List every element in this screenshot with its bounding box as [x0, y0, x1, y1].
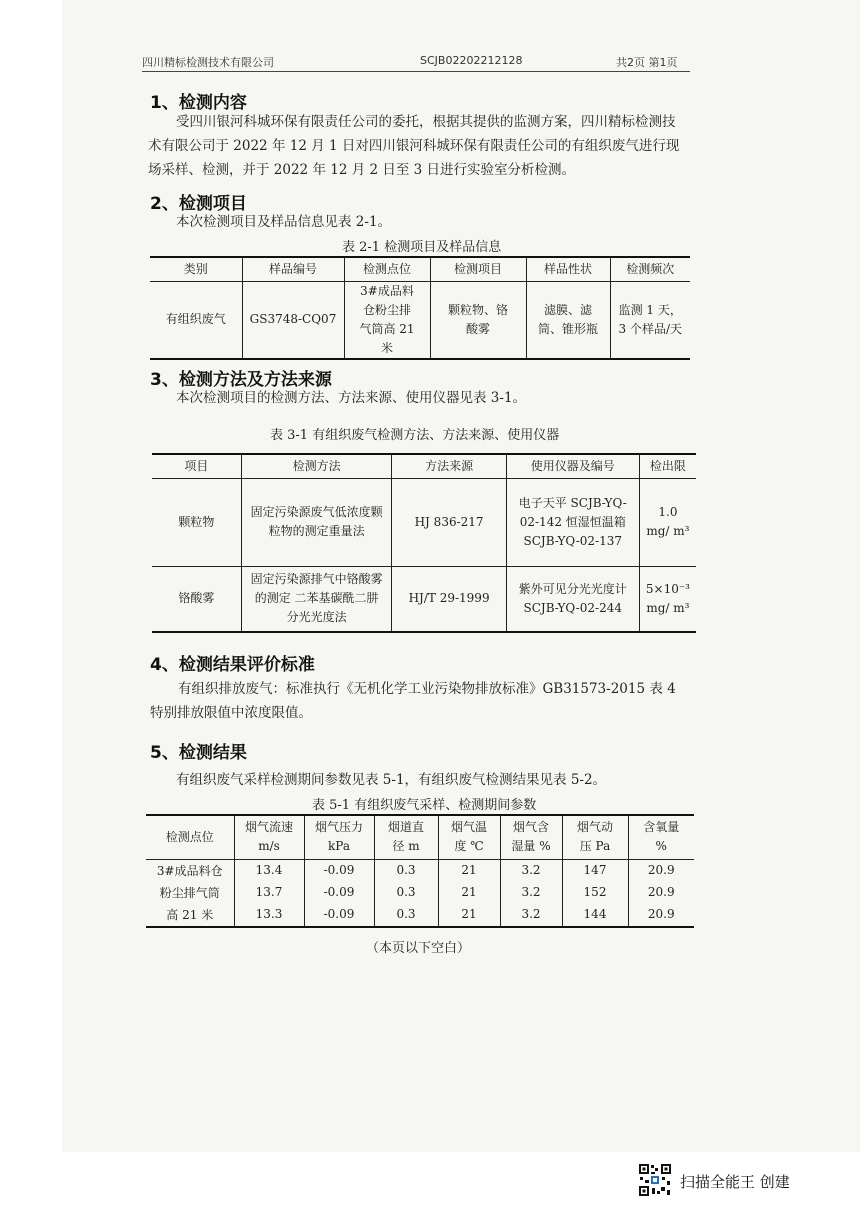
section-1-title: 1、检测内容: [150, 93, 247, 113]
table-row: [152, 478, 696, 566]
section-3-intro: 本次检测项目的检测方法、方法来源、使用仪器见表 3-1。: [176, 390, 527, 406]
scanner-watermark: [638, 1163, 828, 1197]
table-cell: 21: [438, 882, 500, 905]
table-cell: 0.3: [374, 882, 438, 905]
table-5-1: [146, 814, 694, 928]
table-2-1-header: 样品性状: [526, 257, 610, 281]
table-cell: 颗粒物、铬酸雾: [430, 281, 526, 359]
table-3-1-header: 项目: [152, 454, 241, 478]
section-4-title: 4、检测结果评价标准: [150, 655, 315, 675]
table-cell: 13.3: [234, 904, 304, 927]
section-2-title: 2、检测项目: [150, 194, 247, 214]
table-3-1-header: 检测方法: [241, 454, 392, 478]
table-5-1-header: 含氧量 %: [628, 815, 694, 859]
table-5-1-header: 烟气动压 Pa: [562, 815, 628, 859]
table-cell: 有组织废气: [150, 281, 242, 359]
table-cell: 3.2: [500, 904, 562, 927]
table-cell: 144: [562, 904, 628, 927]
table-cell: -0.09: [304, 882, 374, 905]
table-2-1-header: 检测频次: [610, 257, 690, 281]
section-1-text: 受四川银河科城环保有限责任公司的委托，根据其提供的监测方案，四川精标检测技术有限公司于 2022 年 12 月 1 日对四川银河科城环保有限责任公司的有组织废气进行现场采样、检测，并于 2022 年 12 月 2 日至 3 日进行实验室分析检测。: [148, 114, 680, 178]
table-2-1-header: 检测项目: [430, 257, 526, 281]
table-cell: 滤膜、滤筒、锥形瓶: [526, 281, 610, 359]
qr-code-icon: [638, 1163, 672, 1197]
table-cell: 监测 1 天，3 个样品/天: [610, 281, 690, 359]
section-3-title: 3、检测方法及方法来源: [150, 370, 332, 390]
scanner-watermark-text: 扫描全能王 创建: [680, 1173, 790, 1191]
table-cell: 20.9: [628, 882, 694, 905]
table-2-1-header: 类别: [150, 257, 242, 281]
section-5-intro: 有组织废气采样检测期间参数见表 5-1，有组织废气检测结果见表 5-2。: [176, 772, 607, 788]
table-cell: 21: [438, 904, 500, 927]
table-cell: 3.2: [500, 882, 562, 905]
table-cell: 固定污染源排气中铬酸雾的测定 二苯基碳酰二肼分光光度法: [241, 566, 392, 632]
table-cell: 固定污染源废气低浓度颗粒物的测定重量法: [241, 478, 392, 566]
table-5-1-header: 烟气流速 m/s: [234, 815, 304, 859]
table-cell: GS3748-CQ07: [242, 281, 344, 359]
table-5-1-header: 烟气温度 ℃: [438, 815, 500, 859]
table-2-1-header: 样品编号: [242, 257, 344, 281]
table-2-1: [150, 256, 690, 360]
table-3-1-caption: 表 3-1 有组织废气检测方法、方法来源、使用仪器: [270, 428, 560, 443]
table-cell: 21: [438, 859, 500, 882]
table-row: [150, 281, 690, 359]
table-cell: 20.9: [628, 859, 694, 882]
table-5-1-header: 烟道直径 m: [374, 815, 438, 859]
table-cell: 0.3: [374, 904, 438, 927]
table-cell: 0.3: [374, 859, 438, 882]
header-rule: [142, 71, 690, 72]
section-5-title: 5、检测结果: [150, 743, 247, 763]
table-cell: 电子天平 SCJB-YQ-02-142 恒湿恒温箱 SCJB-YQ-02-137: [506, 478, 639, 566]
table-cell: 13.7: [234, 882, 304, 905]
table-2-1-header: 检测点位: [344, 257, 430, 281]
table-cell: -0.09: [304, 904, 374, 927]
table-cell: 颗粒物: [152, 478, 241, 566]
table-cell: HJ 836-217: [392, 478, 506, 566]
table-cell: HJ/T 29-1999: [392, 566, 506, 632]
table-2-1-caption: 表 2-1 检测项目及样品信息: [342, 240, 502, 255]
table-cell: 3#成品料仓粉尘排气筒高 21 米: [146, 859, 234, 927]
table-5-1-header: 烟气压力 kPa: [304, 815, 374, 859]
table-cell: 铬酸雾: [152, 566, 241, 632]
header-page-number: 共2页 第1页: [616, 56, 678, 69]
table-3-1-header: 使用仪器及编号: [506, 454, 639, 478]
table-5-1-header: 烟气含湿量 %: [500, 815, 562, 859]
table-cell: -0.09: [304, 859, 374, 882]
table-5-1-header: 检测点位: [146, 815, 234, 859]
table-cell: 20.9: [628, 904, 694, 927]
table-3-1-header: 方法来源: [392, 454, 506, 478]
section-2-intro: 本次检测项目及样品信息见表 2-1。: [176, 214, 392, 230]
table-row: [152, 566, 696, 632]
table-cell: 1.0 mg/ m³: [639, 478, 696, 566]
table-5-1-caption: 表 5-1 有组织废气采样、检测期间参数: [312, 798, 537, 813]
header-report-number: SCJB02202212128: [420, 54, 523, 67]
table-row: [146, 859, 694, 882]
table-cell: 152: [562, 882, 628, 905]
table-cell: 3#成品料仓粉尘排气筒高 21 米: [344, 281, 430, 359]
table-cell: 147: [562, 859, 628, 882]
table-3-1: [152, 453, 696, 633]
table-cell: 3.2: [500, 859, 562, 882]
table-cell: 5×10⁻³ mg/ m³: [639, 566, 696, 632]
header-company: 四川精标检测技术有限公司: [142, 56, 274, 69]
table-3-1-header: 检出限: [639, 454, 696, 478]
table-cell: 13.4: [234, 859, 304, 882]
section-4-text: 有组织排放废气：标准执行《无机化学工业污染物排放标准》GB31573-2015 表 4 特别排放限值中浓度限值。: [150, 681, 676, 721]
blank-below-note: （本页以下空白）: [366, 941, 471, 956]
table-cell: 紫外可见分光光度计 SCJB-YQ-02-244: [506, 566, 639, 632]
